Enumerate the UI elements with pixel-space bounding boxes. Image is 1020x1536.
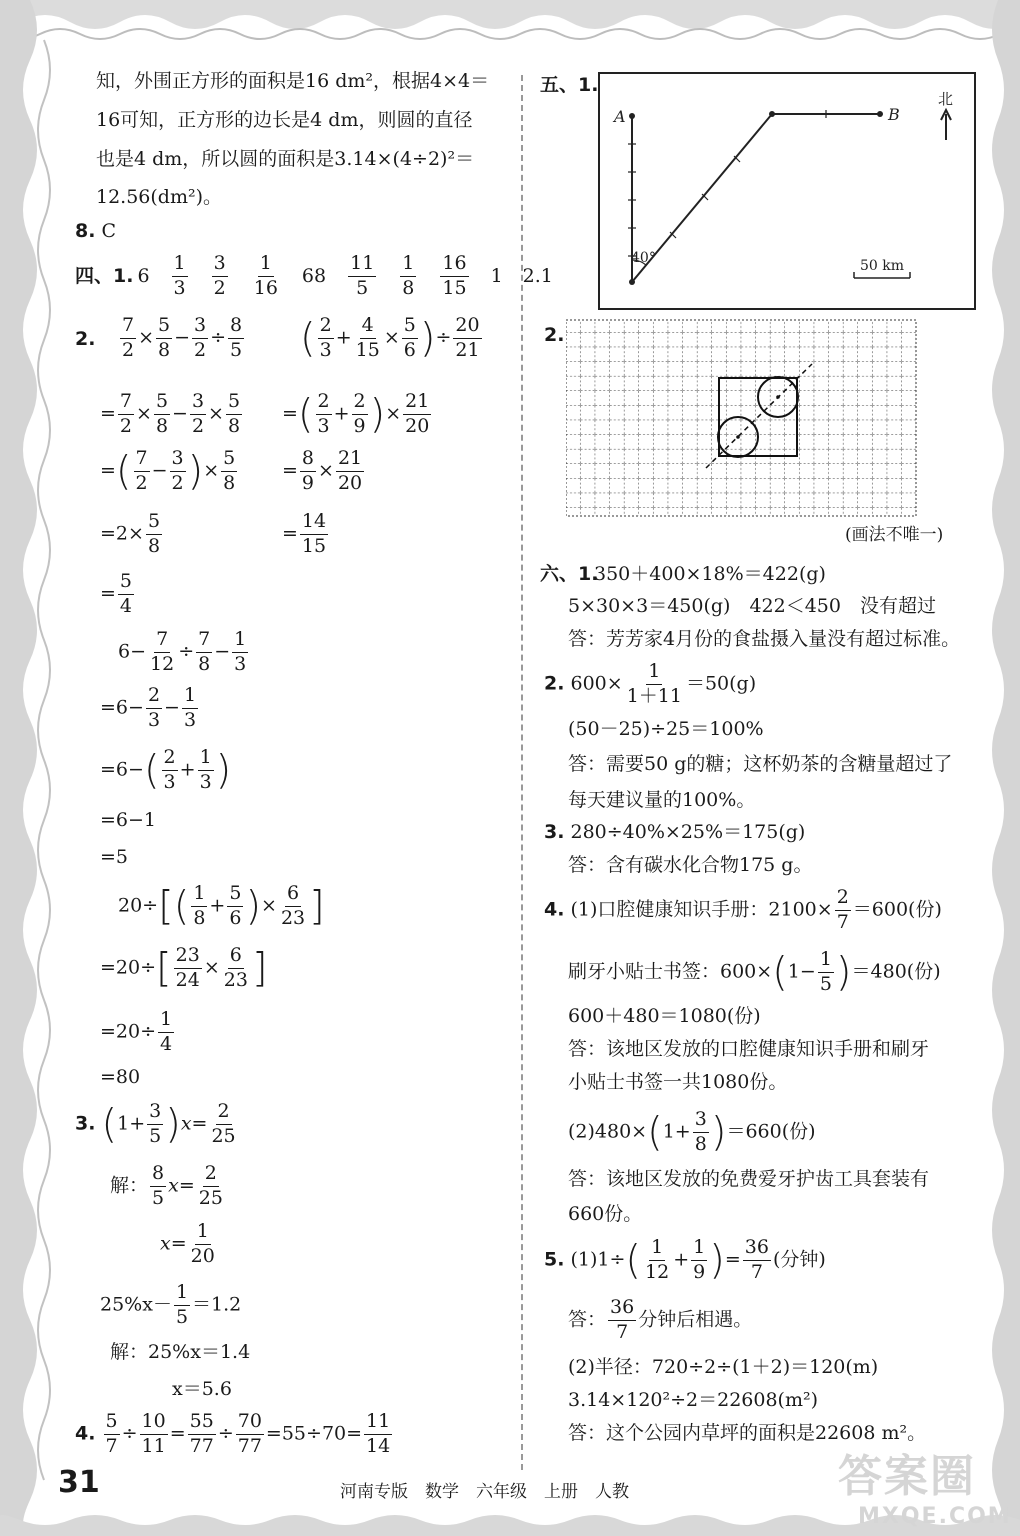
q4-equation: 4. $\frac{5}{7}$ ÷ $\frac{10}{11}$ = $\frac{55}{77}$ ÷ $\frac{70}{77}$ =55÷70= $\frac{11}{14}$ — [75, 1410, 391, 1457]
intro-line-3: 也是4 dm，所以圆的面积是3.14×(4÷2)²＝ — [96, 148, 475, 170]
q3-equation: 3. (1+ $\frac{3}{5}$ )x= $\frac{2}{25}$ — [75, 1100, 236, 1148]
q3-number: 3. — [75, 1112, 96, 1135]
answer-fraction: 16 15 — [442, 252, 467, 299]
scale-label: 50 km — [860, 258, 905, 274]
north-label: 北 — [938, 90, 954, 108]
calc-step: 解：25%x＝1.4 — [110, 1341, 251, 1363]
answer-line: 答：该地区发放的口腔健康知识手册和刷牙 — [568, 1038, 930, 1060]
answer-fraction: 11 5 — [350, 252, 375, 299]
calc-step: (50－25)÷25＝100% — [568, 718, 764, 740]
point-a-label: A — [614, 107, 626, 126]
calc-step: =80 — [100, 1066, 141, 1088]
calc-step: (2)480×(1+ $\frac{3}{8}$ )＝660(份) — [568, 1108, 816, 1156]
sec4-q1-answers — [75, 254, 553, 299]
calc-step: =6−1 — [100, 809, 157, 831]
decorative-frame-top — [0, 0, 1020, 50]
answer-line: 答：这个公园内草坪的面积是22608 m²。 — [568, 1422, 927, 1444]
point-b-label: B — [888, 105, 900, 124]
decorative-frame-right — [984, 0, 1020, 1536]
sec6-q5-calc: 5. (1)1÷( $\frac{1}{12}$ + $\frac{1}{9}$ )= $\frac{36}{7}$ (分钟) — [544, 1236, 826, 1284]
calc-step: = $\frac{14}{15}$ — [282, 510, 327, 557]
calc-step: ( $\frac{2}{3}$ + $\frac{4}{15}$ × $\frac{5}{6}$ )÷ $\frac{20}{21}$ — [300, 314, 480, 362]
calc-step: x= $\frac{1}{20}$ — [160, 1220, 215, 1267]
calc-step: 20÷[( $\frac{1}{8}$ + $\frac{5}{6}$ )× $\frac{6}{23}$ ] — [118, 882, 325, 930]
drawing-note: (画法不唯一) — [845, 525, 944, 545]
intro-line-1: 知，外围正方形的面积是16 dm²，根据4×4＝ — [96, 70, 490, 92]
footer-text: 河南专版 数学 六年级 上册 人教 — [340, 1482, 629, 1502]
answer-line: 660份。 — [568, 1203, 643, 1225]
calc-step: = $\frac{5}{4}$ — [100, 570, 133, 617]
answer-fraction: 1 16 — [253, 252, 278, 299]
calc-step: x＝5.6 — [172, 1378, 232, 1400]
sec6-q3-calc: 3. 280÷40%×25%＝175(g) — [544, 821, 806, 843]
q8-choice: C — [101, 220, 117, 242]
answer-line: 每天建议量的100%。 — [568, 789, 756, 811]
grid-drawing — [566, 318, 918, 518]
calc-step: =20÷[ $\frac{23}{24}$ × $\frac{6}{23}$ ] — [100, 944, 268, 992]
q4-number: 4. — [75, 1422, 96, 1445]
answer-fraction: 1 3 — [173, 252, 186, 299]
answer-line: 答：芳芳家4月份的食盐摄入量没有超过标准。 — [568, 628, 961, 650]
calc-step: 600＋480＝1080(份) — [568, 1005, 761, 1027]
q8-number: 8. — [75, 220, 96, 242]
q2-number: 2. — [75, 328, 96, 350]
calc-step: 解： $\frac{8}{5}$ x= $\frac{2}{25}$ — [110, 1162, 223, 1209]
calc-step: $\frac{7}{2}$ × $\frac{5}{8}$ − $\frac{3}{2}$ ÷ $\frac{8}{5}$ — [122, 314, 243, 361]
q8-answer — [75, 222, 116, 241]
calc-step: 6− $\frac{7}{12}$ ÷ $\frac{7}{8}$ − $\frac{1}{3}$ — [118, 628, 247, 675]
calc-step: =( $\frac{2}{3}$ + $\frac{2}{9}$ )× $\frac{21}{20}$ — [282, 390, 430, 438]
calc-step: =20÷ $\frac{1}{4}$ — [100, 1008, 173, 1055]
calc-step: =6−( $\frac{2}{3}$ + $\frac{1}{3}$ ) — [100, 746, 232, 794]
intro-line-2: 16可知，正方形的边长是4 dm，则圆的直径 — [96, 109, 473, 131]
intro-line-4: 12.56(dm²)。 — [96, 186, 223, 208]
calc-step: (2)半径：720÷2÷(1＋2)＝120(m) — [568, 1356, 879, 1378]
direction-map — [598, 72, 976, 310]
answer-item: 6 — [137, 264, 150, 287]
calc-step: =5 — [100, 846, 129, 868]
answer-line: 小贴士书签一共1080份。 — [568, 1071, 788, 1093]
calc-step: = $\frac{7}{2}$ × $\frac{5}{8}$ − $\frac{3}{2}$ × $\frac{5}{8}$ — [100, 390, 241, 437]
calc-step: 25%x－ $\frac{1}{5}$ ＝1.2 — [100, 1281, 242, 1328]
calc-step: 350＋400×18%＝422(g) — [594, 563, 826, 585]
calc-step: =( $\frac{7}{2}$ − $\frac{3}{2}$ )× $\frac{5}{8}$ — [100, 447, 236, 495]
answer-fraction: 3 2 — [213, 252, 226, 299]
calc-step: 5×30×3＝450(g) 422＜450 没有超过 — [568, 595, 936, 617]
answer-item: 68 — [301, 264, 327, 287]
calc-step: = $\frac{8}{9}$ × $\frac{21}{20}$ — [282, 447, 363, 494]
sec5-label: 五、1. — [540, 74, 599, 96]
sec6-q2-calc: 2. 600× $\frac{1}{1+11}$ ＝50(g) — [544, 660, 757, 707]
page-number: 31 — [58, 1465, 100, 1500]
answer-fraction: 1 8 — [402, 252, 415, 299]
angle-label: 40° — [631, 250, 656, 266]
sec4-label: 四、1. — [75, 264, 134, 287]
calc-step: =6− $\frac{2}{3}$ − $\frac{1}{3}$ — [100, 684, 197, 731]
calc-step: =2× $\frac{5}{8}$ — [100, 510, 161, 557]
calc-step: 3.14×120²÷2＝22608(m²) — [568, 1389, 819, 1411]
sec5-q2-number: 2. — [544, 324, 565, 346]
answer-item: 2.1 — [522, 264, 553, 287]
answer-line: 答：含有碳水化合物175 g。 — [568, 854, 813, 876]
calc-step: 刷牙小贴士书签：600×(1− $\frac{1}{5}$ )＝480(份) — [568, 948, 941, 996]
answer-item: 1 — [490, 264, 503, 287]
answer-line: 答： $\frac{36}{7}$ 分钟后相遇。 — [568, 1296, 753, 1343]
answer-line: 答：需要50 g的糖；这杯奶茶的含糖量超过了 — [568, 753, 953, 775]
answer-line: 答：该地区发放的免费爱牙护齿工具套装有 — [568, 1168, 930, 1190]
decorative-frame-left — [0, 0, 58, 1536]
sec6-q1-line1: 六、1. — [540, 563, 599, 585]
sec6-q4-calc: 4. (1)口腔健康知识手册：2100× $\frac{2}{7}$ ＝600(份) — [544, 886, 942, 933]
watermark-logo: 答案圈 MXQE.COM — [838, 1451, 1012, 1529]
